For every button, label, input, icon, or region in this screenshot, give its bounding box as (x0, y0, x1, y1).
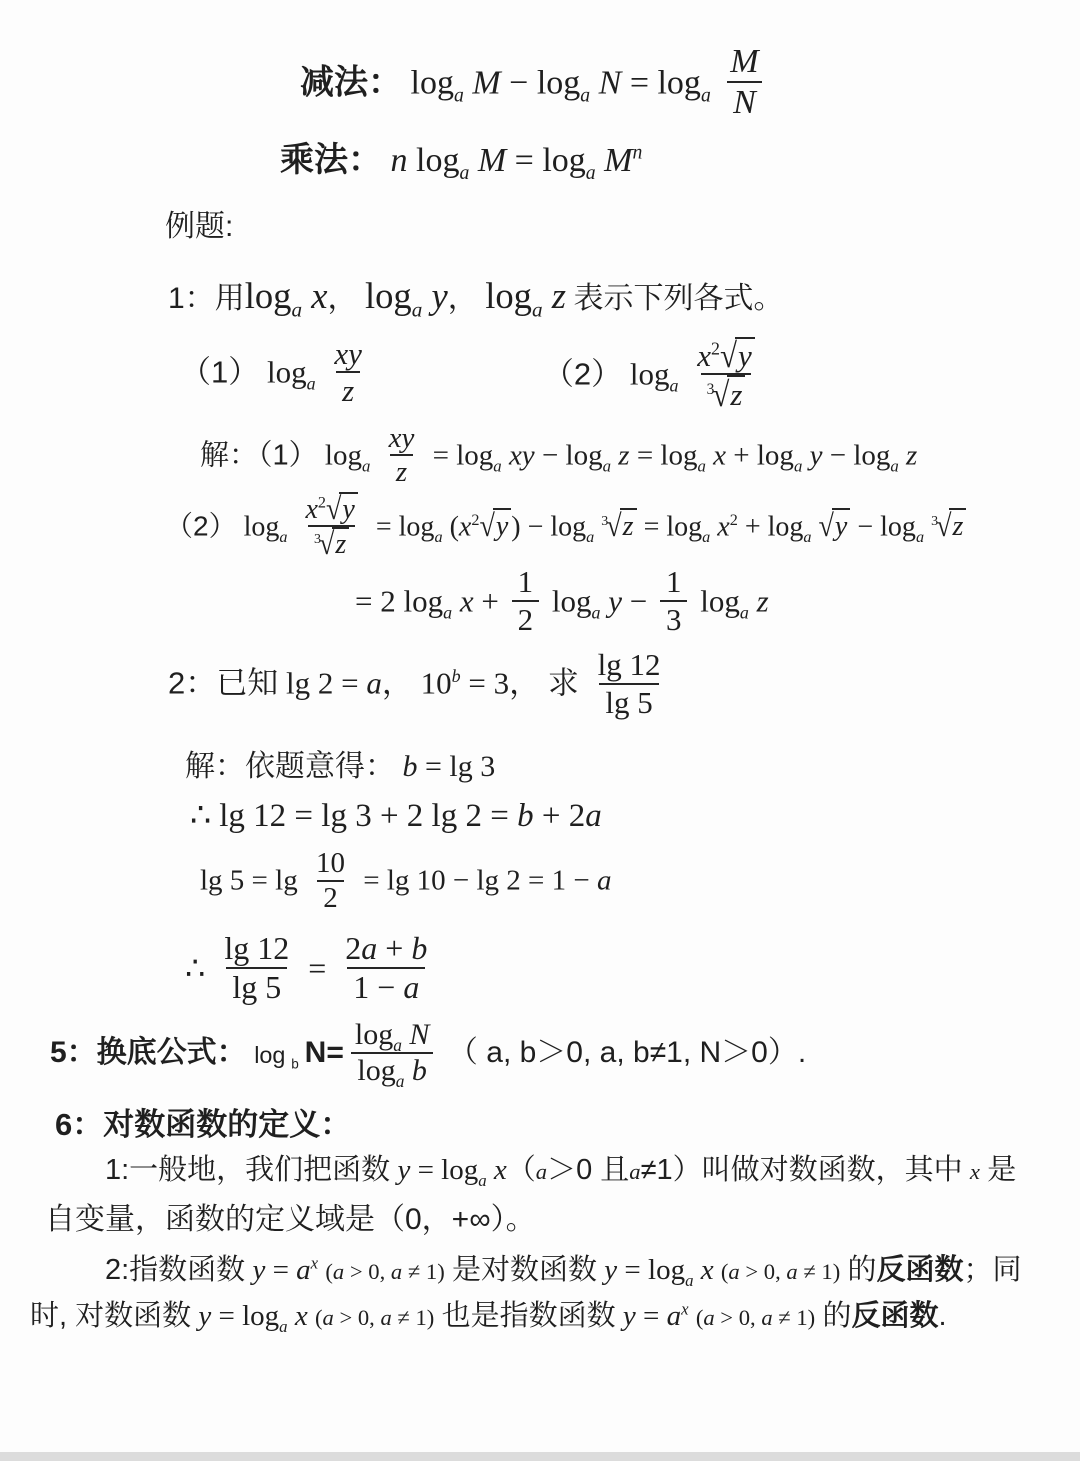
solution-2-continued: = 2 $\log_a x$ + $\frac{1}{2}$ $\log_a y$ − $\frac{1}{3}$ $\log_a z$ (355, 564, 769, 638)
example-2-prompt: 2：已知 lg 2 = a， $10^b = 3$， 求 $\frac{\lg 12}{\lg 5}$ (168, 646, 661, 720)
therefore-lg12-line: ∴ lg 12 = lg 3 + 2 lg 2 = b + 2a (190, 797, 602, 834)
definition-paragraph-line-1: 1:一般地，我们把函数 $y = \log_a x(a>0$ 且a≠1）叫做对数函数，其中 x 是 (105, 1154, 1017, 1191)
formula-multiplication-rule: 乘法： n $\log_a M = \log_a M^n$ (280, 140, 643, 184)
photo-edge-shadow (0, 1452, 1080, 1461)
section5-change-of-base: 5：换底公式： log $_b$ N= $\frac{\log_a N}{\log_a b}$ （ a, b＞0, a, b≠1, N＞0）. (50, 1018, 807, 1091)
example-1-prompt: 1：用$\log_a x$， $\log_a y$， $\log_a z$ 表示下列各式。 (168, 275, 784, 322)
example-1-item-2: （2） $\log_a$ $\frac{x^2√y}{^3√z}$ (543, 339, 766, 416)
example-1-item-1: （1） $\log_a$ $\frac{xy}{z}$ (180, 335, 362, 409)
solution-1-line: 解：（1） $\log_a$ $\frac{xy}{z}$ = $\log_a$ xy − $\log_a z = \log_a x + \log_a y - \log_a z$ (200, 421, 918, 489)
definition-paragraph-line-2: 自变量，函数的定义域是（0，+∞）。 (45, 1202, 536, 1236)
inverse-paragraph-line-1: 2:指数函数 $y = a^x$ (a > 0, a ≠ 1) 是对数函数 $y = \log_a x$ (a > 0, a ≠ 1) 的反函数；同 (105, 1253, 1022, 1290)
inverse-paragraph-line-2: 时, 对数函数 $y = \log_a x$ (a > 0, a ≠ 1) 也是指数函数 $y = a^x$ (a > 0, a ≠ 1) 的反函数. (30, 1299, 947, 1337)
formula-subtraction-rule: 减法： $\log_a M - \log_a N = \log_a$ $\frac{M}{N}$ (300, 46, 1080, 126)
section6-heading: 6：对数函数的定义： (55, 1106, 352, 1142)
solution-2-intro: 解：依题意得： b = lg 3 (185, 750, 496, 784)
examples-heading: 例题: (165, 209, 234, 243)
example-1-items (180, 335, 1080, 416)
therefore-ratio-line: ∴ $\frac{\lg 12}{\lg 5}$ = $\frac{2a + b}{1 - a}$ (185, 930, 428, 1005)
solution-2-line: （2） $\log_a$ $\frac{x^2√y}{^3√z}$ = $\log_a (x^2√y$ ) − $\log_a ^3√z = \log_a x^2 + \log_a √y - \log_a ^3√z$ (165, 494, 1080, 564)
lg5-derivation-line: lg 5 = lg $\frac{10}{2}$ = lg 10 − lg 2 = 1 − a (200, 847, 612, 914)
